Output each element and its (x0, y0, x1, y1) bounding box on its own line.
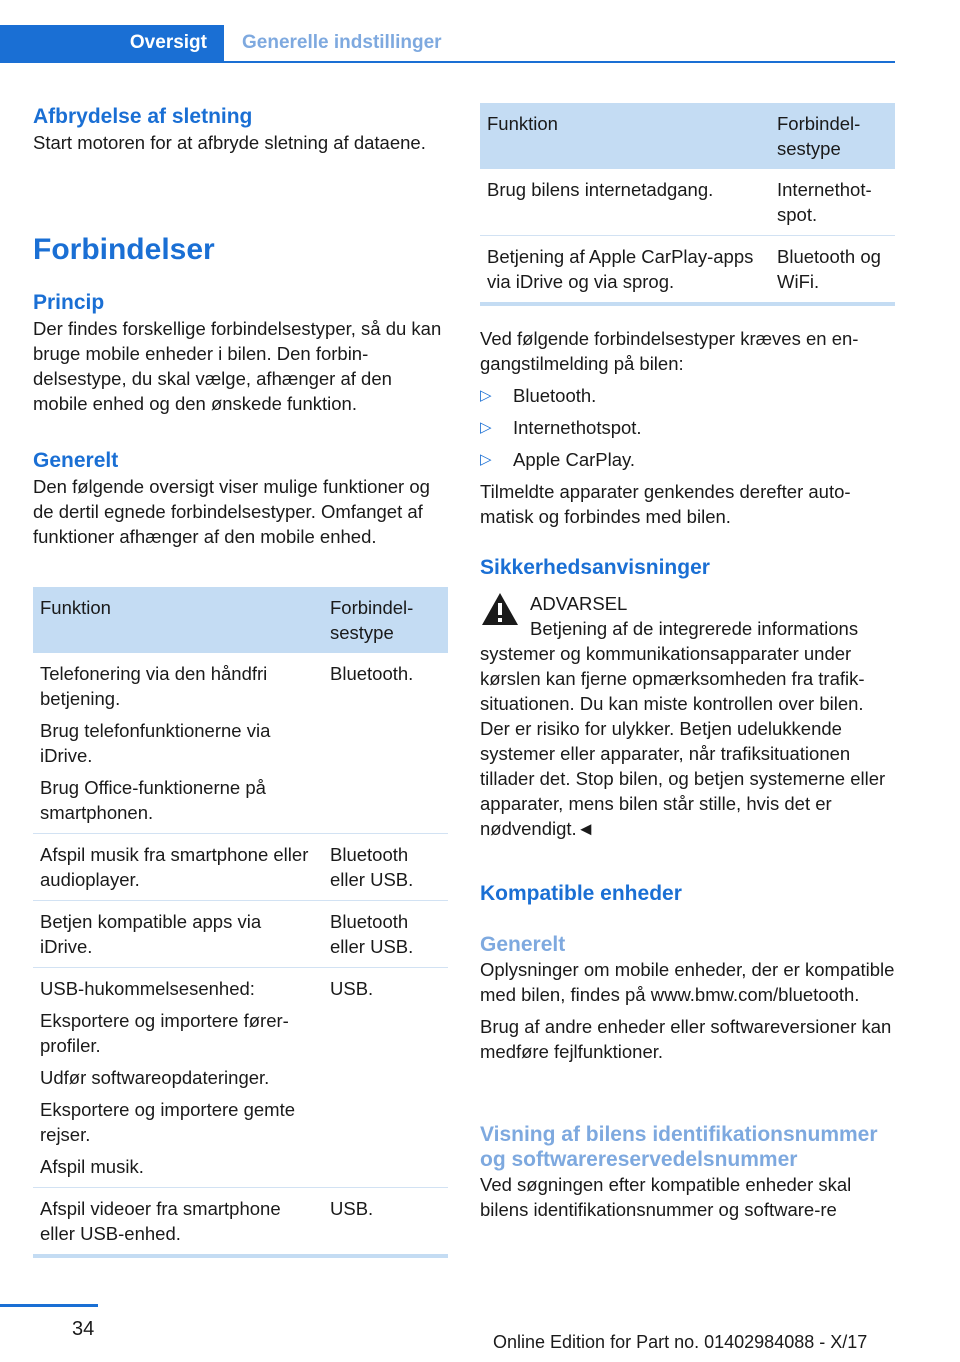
table-cell-func: Afspil musik fra smartphone eller audioplayer. (40, 844, 309, 890)
table-header-forbindelsestype: Forbindelsestype (323, 587, 448, 653)
table-cell-func: Brug bilens internetadgang. (487, 179, 714, 200)
table-cell-func: Betjening af Apple CarPlay-apps via iDrive og via sprog. (487, 246, 754, 292)
list-item-text: Internethotspot. (513, 417, 642, 438)
table-cell-func: Eksportere og importere førerprofiler. (40, 1010, 289, 1056)
triangle-bullet-icon: ▷ (480, 387, 492, 404)
table-header-funktion: Funktion (33, 587, 323, 653)
table-header-forbindelsestype: Forbindelsestype (770, 103, 895, 169)
page-number: 34 (72, 1318, 95, 1340)
generelt-text: Den følgende oversigt viser mulige funktioner og de dertil egnede forbindelsestyper. Omfanget af funktioner afhænger af den mobile enhed. (33, 476, 430, 547)
after-bullets-text: Tilmeldte apparater genkendes derefter automatisk og forbindes med bilen. (480, 481, 851, 527)
heading-sikkerhedsanvisninger: Sikkerhedsanvisninger (480, 556, 710, 579)
table-row (480, 236, 895, 305)
footer-accent-line (0, 1304, 98, 1307)
table-cell-type: USB. (330, 1198, 374, 1219)
table-row (33, 968, 448, 1188)
triangle-bullet-icon: ▷ (480, 451, 492, 468)
tab-generelle-indstillinger[interactable]: Generelle indstillinger (242, 32, 442, 53)
footer-edition: Online Edition for Part no. 01402984088 - X/17 (493, 1332, 868, 1352)
heading-kompatible-enheder: Kompatible enheder (480, 882, 682, 905)
table-row (33, 653, 448, 834)
function-table-left (33, 587, 448, 1258)
heading-generelt-right: Generelt (480, 933, 566, 956)
list-item (480, 383, 895, 408)
table-cell-type: Bluetooth. (330, 663, 414, 684)
warning-text: systemer og kommunikationsapparater under kørslen kan fjerne opmærksomheden fra trafiksituationen. Du kan miste kontrollen over bilen. Der er risiko for ulykker. Betjen udelukkende systemer eller apparater, når trafiksituationen tillader det. Stop bilen, og betjen systemerne eller apparater, mens bilen står stille, hvis det er nødvendigt.◄ (480, 643, 886, 839)
table-cell-type: USB. (330, 978, 374, 999)
table-cell-type: Bluetooth og WiFi. (777, 246, 881, 292)
afbrydelse-text: Start motoren for at afbryde sletning af dataene. (33, 132, 426, 153)
visning-text: Ved søgningen efter kompatible enheder skal bilens identifikationsnummer og software-re (480, 1174, 852, 1220)
heading-afbrydelse: Afbrydelse af sletning (33, 105, 253, 128)
table-cell-func: Brug telefonfunktionerne via iDrive. (40, 720, 271, 766)
table-row (33, 1188, 448, 1257)
table-row (33, 834, 448, 901)
function-table-right (480, 103, 895, 306)
generelt-text-1: Oplysninger om mobile enheder, der er kompatible med bilen, findes på www.bmw.com/bluetooth. (480, 959, 895, 1005)
table-cell-type: Bluetooth eller USB. (330, 844, 414, 890)
table-cell-func: Afspil musik. (40, 1156, 144, 1177)
table-cell-type: Bluetooth eller USB. (330, 911, 414, 957)
table-cell-type: Internethotspot. (777, 179, 872, 225)
list-item-text: Bluetooth. (513, 385, 597, 406)
heading-princip: Princip (33, 291, 105, 314)
tab-oversigt[interactable]: Oversigt (0, 25, 224, 61)
intro-text: Ved følgende forbindelsestyper kræves en engangstilmelding på bilen: (480, 328, 859, 374)
warning-triangle-icon (480, 591, 520, 627)
list-item (480, 447, 895, 472)
table-cell-func: Betjen kompatible apps via iDrive. (40, 911, 262, 957)
table-cell-func: Brug Office-funktionerne på smartphonen. (40, 777, 266, 823)
list-item (480, 415, 895, 440)
table-cell-func: Telefonering via den håndfri betjening. (40, 663, 268, 709)
princip-text: Der findes forskellige forbindelsestyper, så du kan bruge mobile enheder i bilen. Den forbindelsestype, du skal vælge, afhænger af den mobile enhed og den ønskede funktion. (33, 318, 442, 414)
table-row (33, 901, 448, 968)
header-tabbar (0, 25, 895, 63)
heading-generelt: Generelt (33, 449, 119, 472)
warning-block (480, 591, 895, 841)
list-item-text: Apple CarPlay. (513, 449, 636, 470)
table-row (480, 169, 895, 236)
table-header-funktion: Funktion (480, 103, 770, 169)
table-cell-func: USB-hukommelsesenhed: (40, 978, 255, 999)
warning-text-first: Betjening af de integrerede informations (530, 618, 859, 639)
heading-forbindelser: Forbindelser (33, 233, 215, 266)
heading-visning: Visning af bilens identifikationsnummer og softwarereservedelsnummer (480, 1123, 878, 1171)
warning-label: ADVARSEL (530, 593, 628, 614)
table-cell-func: Udfør softwareopdateringer. (40, 1067, 270, 1088)
table-cell-func: Eksportere og importere gemte rejser. (40, 1099, 296, 1145)
generelt-text-2: Brug af andre enheder eller softwareversioner kan medføre fejlfunktioner. (480, 1016, 892, 1062)
table-cell-func: Afspil videoer fra smartphone eller USB-enhed. (40, 1198, 281, 1244)
triangle-bullet-icon: ▷ (480, 419, 492, 436)
